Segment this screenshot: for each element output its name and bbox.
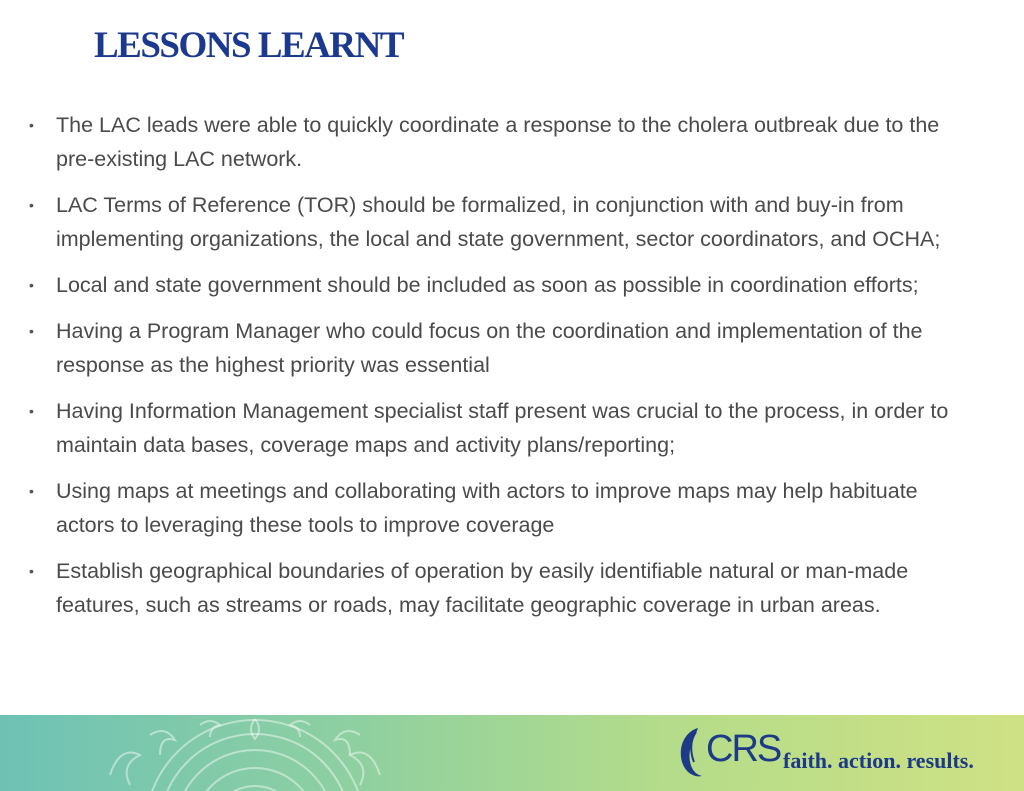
logo-tagline: faith. action. results. [783, 748, 974, 773]
bullet-item [0, 268, 956, 302]
bullet-marker: • [29, 197, 34, 213]
bullet-item [0, 474, 956, 542]
bullet-item [0, 554, 956, 622]
bullet-marker: • [29, 403, 34, 419]
bullet-text: Having a Program Manager who could focus on the coordination and implementation of the response as the highest priority was essential [56, 319, 923, 377]
bullet-item [0, 188, 956, 256]
bullet-marker: • [29, 323, 34, 339]
bullet-marker: • [29, 563, 34, 579]
bullet-text: Establish geographical boundaries of operation by easily identifiable natural or man-made features, such as streams or roads, may facilitate geographic coverage in urban areas. [56, 559, 909, 617]
bullet-text: Using maps at meetings and collaborating with actors to improve maps may help habituate actors to leveraging these tools to improve coverage [56, 479, 918, 537]
bullet-marker: • [29, 117, 34, 133]
bullet-text: The LAC leads were able to quickly coordinate a response to the cholera outbreak due to the pre-existing LAC network. [56, 113, 940, 171]
bullet-list [0, 108, 1024, 634]
bullet-text: LAC Terms of Reference (TOR) should be formalized, in conjunction with and buy-in from implementing organizations, the local and state government, sector coordinators, and OCHA; [56, 193, 941, 251]
bullet-item [0, 314, 956, 382]
bullet-item [0, 108, 956, 176]
bullet-text: Having Information Management specialist staff present was crucial to the process, in order to maintain data bases, coverage maps and activity plans/reporting; [56, 399, 949, 457]
bullet-marker: • [29, 483, 34, 499]
slide-title: LESSONS LEARNT [94, 25, 404, 66]
bullet-marker: • [29, 277, 34, 293]
mandala-pattern-icon [90, 715, 420, 791]
crs-logo [676, 722, 1006, 784]
logo-text: CRS [706, 728, 781, 770]
bullet-item [0, 394, 956, 462]
bullet-text: Local and state government should be included as soon as possible in coordination efforts; [56, 273, 919, 297]
